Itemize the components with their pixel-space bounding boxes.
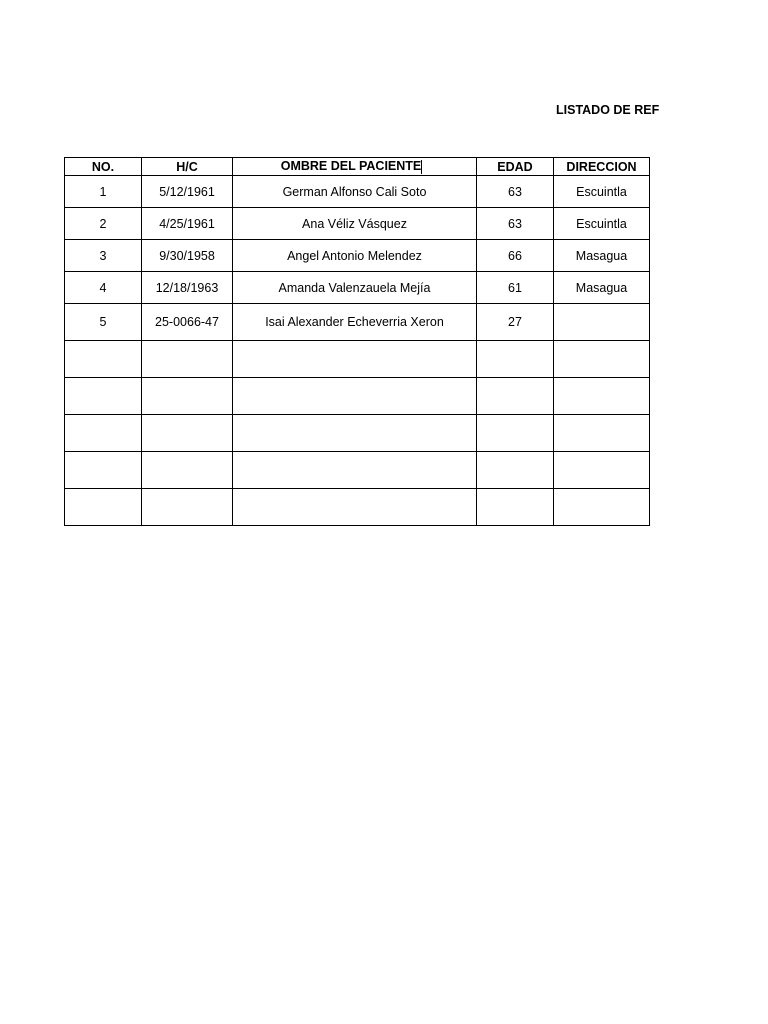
cell-no[interactable]: 1 xyxy=(65,176,142,208)
cell-edad[interactable]: 63 xyxy=(477,176,554,208)
cell-no[interactable] xyxy=(65,341,142,378)
cell-edad[interactable] xyxy=(477,489,554,526)
table-row xyxy=(65,304,650,341)
page-title: LISTADO DE REF xyxy=(556,103,660,117)
cell-direccion[interactable] xyxy=(554,304,650,341)
cell-name[interactable] xyxy=(233,341,477,378)
cell-name[interactable]: Isai Alexander Echeverria Xeron xyxy=(233,304,477,341)
cell-no[interactable]: 2 xyxy=(65,208,142,240)
table-header-row xyxy=(65,158,650,176)
cell-name[interactable] xyxy=(233,452,477,489)
cell-edad[interactable] xyxy=(477,341,554,378)
cell-direccion[interactable] xyxy=(554,489,650,526)
header-edad[interactable]: EDAD xyxy=(477,158,554,176)
cell-hc[interactable] xyxy=(142,415,233,452)
cell-direccion[interactable]: Escuintla xyxy=(554,176,650,208)
cell-no[interactable]: 5 xyxy=(65,304,142,341)
cell-direccion[interactable] xyxy=(554,452,650,489)
cell-hc[interactable]: 12/18/1963 xyxy=(142,272,233,304)
cell-direccion[interactable] xyxy=(554,341,650,378)
cell-name[interactable]: German Alfonso Cali Soto xyxy=(233,176,477,208)
patient-table xyxy=(64,157,650,526)
cell-hc[interactable] xyxy=(142,341,233,378)
cell-name[interactable]: Angel Antonio Melendez xyxy=(233,240,477,272)
cell-hc[interactable]: 5/12/1961 xyxy=(142,176,233,208)
cell-no[interactable] xyxy=(65,452,142,489)
table-row xyxy=(65,378,650,415)
cell-edad[interactable]: 27 xyxy=(477,304,554,341)
cell-no[interactable]: 4 xyxy=(65,272,142,304)
table-row xyxy=(65,341,650,378)
cell-name[interactable] xyxy=(233,378,477,415)
cell-edad[interactable]: 61 xyxy=(477,272,554,304)
cell-hc[interactable]: 9/30/1958 xyxy=(142,240,233,272)
cell-edad[interactable] xyxy=(477,415,554,452)
table-row xyxy=(65,452,650,489)
cell-edad[interactable]: 63 xyxy=(477,208,554,240)
table-row xyxy=(65,489,650,526)
cell-name[interactable]: Ana Véliz Vásquez xyxy=(233,208,477,240)
cell-no[interactable] xyxy=(65,415,142,452)
cell-hc[interactable] xyxy=(142,489,233,526)
text-cursor xyxy=(421,160,422,174)
cell-edad[interactable] xyxy=(477,452,554,489)
cell-direccion[interactable] xyxy=(554,415,650,452)
cell-hc[interactable] xyxy=(142,378,233,415)
table-row xyxy=(65,240,650,272)
cell-direccion[interactable]: Escuintla xyxy=(554,208,650,240)
cell-edad[interactable]: 66 xyxy=(477,240,554,272)
cell-hc[interactable]: 25-0066-47 xyxy=(142,304,233,341)
cell-direccion[interactable]: Masagua xyxy=(554,272,650,304)
header-name-label: OMBRE DEL PACIENTE xyxy=(280,159,422,174)
table-row xyxy=(65,415,650,452)
header-name[interactable] xyxy=(233,158,477,176)
cell-name[interactable] xyxy=(233,415,477,452)
cell-name[interactable]: Amanda Valenzauela Mejía xyxy=(233,272,477,304)
cell-name[interactable] xyxy=(233,489,477,526)
table-row xyxy=(65,208,650,240)
header-hc[interactable]: H/C xyxy=(142,158,233,176)
cell-no[interactable] xyxy=(65,378,142,415)
table-row xyxy=(65,176,650,208)
cell-edad[interactable] xyxy=(477,378,554,415)
header-no[interactable]: NO. xyxy=(65,158,142,176)
table-row xyxy=(65,272,650,304)
header-direccion[interactable]: DIRECCION xyxy=(554,158,650,176)
cell-no[interactable] xyxy=(65,489,142,526)
cell-direccion[interactable] xyxy=(554,378,650,415)
cell-no[interactable]: 3 xyxy=(65,240,142,272)
cell-hc[interactable] xyxy=(142,452,233,489)
cell-direccion[interactable]: Masagua xyxy=(554,240,650,272)
cell-hc[interactable]: 4/25/1961 xyxy=(142,208,233,240)
